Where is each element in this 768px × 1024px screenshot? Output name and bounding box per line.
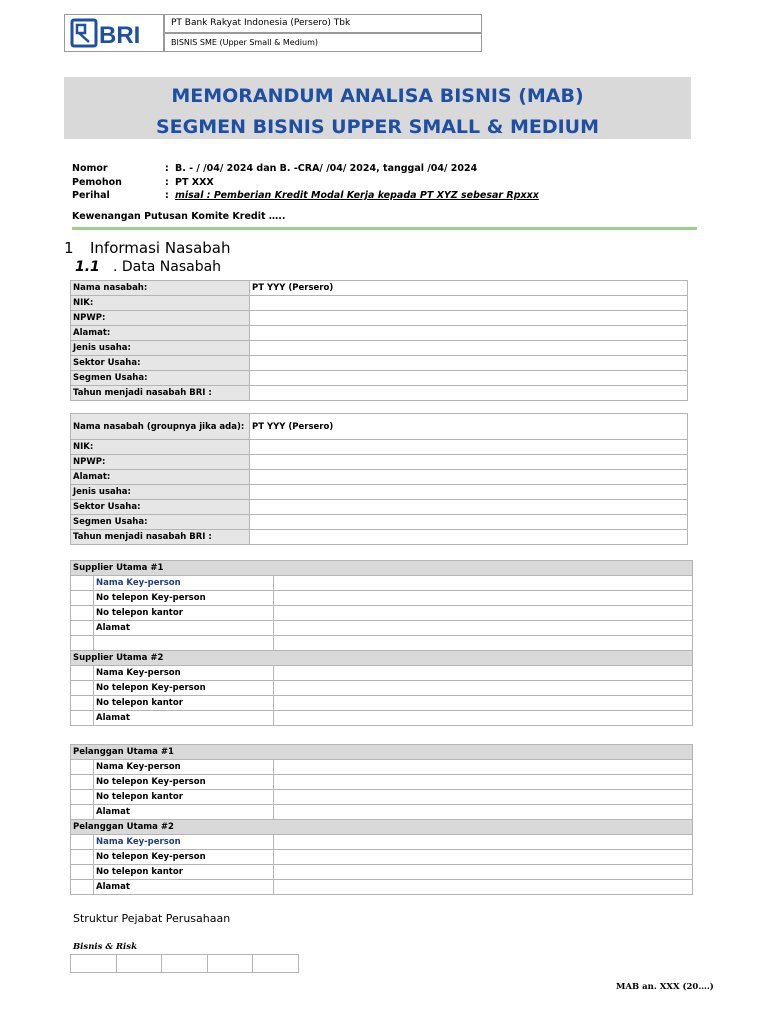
row-label: Alamat (94, 880, 274, 895)
row-label: Nama Key-person (94, 835, 274, 850)
data-nasabah-table (70, 280, 688, 401)
data-group-table (70, 413, 688, 545)
table-row (71, 591, 693, 606)
table-row (71, 880, 693, 895)
field-value[interactable] (274, 696, 693, 711)
table-row (71, 760, 693, 775)
row-label: Alamat (94, 621, 274, 636)
table-row (71, 485, 688, 500)
field-label: Sektor Usaha: (71, 500, 250, 515)
org-cell[interactable] (162, 955, 208, 973)
field-label: Nama nasabah (groupnya jika ada): (71, 414, 250, 440)
section-title: Supplier Utama #2 (71, 651, 693, 666)
field-value[interactable] (250, 485, 688, 500)
field-value[interactable] (250, 470, 688, 485)
section-title: Informasi Nasabah (90, 239, 231, 257)
pemohon-label: Pemohon (72, 177, 122, 188)
supplier-2-header (71, 651, 693, 666)
field-label: NPWP: (71, 455, 250, 470)
field-value[interactable] (274, 636, 693, 651)
field-value[interactable] (274, 880, 693, 895)
table-row (71, 621, 693, 636)
org-structure-table (70, 954, 299, 973)
colon: : (165, 177, 169, 188)
field-label: Nama nasabah: (71, 281, 250, 296)
table-row (71, 696, 693, 711)
supplier-1-header (71, 561, 693, 576)
org-cell[interactable] (71, 955, 117, 973)
field-label: Sektor Usaha: (71, 356, 250, 371)
org-cell[interactable] (253, 955, 299, 973)
table-row (71, 790, 693, 805)
table-row (71, 356, 688, 371)
field-value[interactable] (274, 805, 693, 820)
field-value[interactable] (274, 865, 693, 880)
table-row (71, 835, 693, 850)
field-value[interactable] (250, 515, 688, 530)
row-label: Nama Key-person (94, 666, 274, 681)
field-value[interactable] (250, 455, 688, 470)
field-label: Alamat: (71, 326, 250, 341)
table-row (71, 955, 299, 973)
colon: : (165, 190, 169, 201)
division-name: BISNIS SME (Upper Small & Medium) (164, 33, 482, 52)
org-cell[interactable] (207, 955, 253, 973)
field-value[interactable] (274, 760, 693, 775)
nomor-label: Nomor (72, 163, 108, 174)
field-value[interactable]: PT YYY (Persero) (250, 414, 688, 440)
pelanggan-2-header (71, 820, 693, 835)
table-row (71, 711, 693, 726)
bisnis-risk-label: Bisnis & Risk (73, 942, 137, 952)
table-row (71, 515, 688, 530)
row-label: No telepon kantor (94, 696, 274, 711)
table-row (71, 805, 693, 820)
field-label: Tahun menjadi nasabah BRI : (71, 530, 250, 545)
row-label (94, 636, 274, 651)
subsection-title: . Data Nasabah (113, 259, 222, 275)
field-value[interactable] (250, 371, 688, 386)
table-row (71, 666, 693, 681)
divider-rule (72, 227, 697, 230)
field-value[interactable] (274, 850, 693, 865)
table-row (71, 440, 688, 455)
field-value[interactable] (250, 311, 688, 326)
field-value[interactable] (274, 576, 693, 591)
table-row (71, 341, 688, 356)
title-line-1: MEMORANDUM ANALISA BISNIS (MAB) (171, 85, 584, 107)
field-label: Segmen Usaha: (71, 371, 250, 386)
company-name: PT Bank Rakyat Indonesia (Persero) Tbk (164, 14, 482, 33)
field-label: Segmen Usaha: (71, 515, 250, 530)
row-label: No telepon Key-person (94, 681, 274, 696)
field-value[interactable] (250, 341, 688, 356)
perihal-value: misal : Pemberian Kredit Modal Kerja kepada PT XYZ sebesar Rpxxx (175, 190, 539, 201)
row-label: No telepon kantor (94, 606, 274, 621)
supplier-table (70, 560, 693, 726)
field-value[interactable] (274, 775, 693, 790)
nomor-value: B. - / /04/ 2024 dan B. -CRA/ /04/ 2024, tanggal /04/ 2024 (175, 163, 478, 174)
section-title: Pelanggan Utama #1 (71, 745, 693, 760)
row-label: Alamat (94, 805, 274, 820)
row-label: No telepon kantor (94, 790, 274, 805)
page-footer: MAB an. XXX (20….) (616, 982, 714, 992)
struktur-heading: Struktur Pejabat Perusahaan (73, 912, 231, 925)
field-value[interactable] (250, 440, 688, 455)
table-row (71, 850, 693, 865)
row-label: Nama Key-person (94, 576, 274, 591)
field-value[interactable] (274, 681, 693, 696)
title-line-2: SEGMEN BISNIS UPPER SMALL & MEDIUM (155, 116, 600, 138)
table-row (71, 311, 688, 326)
field-value[interactable] (250, 386, 688, 401)
row-label: No telepon Key-person (94, 775, 274, 790)
subsection-number: 1.1 (75, 259, 100, 275)
field-label: Tahun menjadi nasabah BRI : (71, 386, 250, 401)
section-heading (64, 239, 231, 257)
table-row (71, 775, 693, 790)
row-label: Nama Key-person (94, 760, 274, 775)
subsection-heading (75, 259, 221, 275)
section-number: 1 (64, 239, 74, 257)
pemohon-value: PT XXX (175, 177, 214, 188)
table-row (71, 606, 693, 621)
field-value[interactable] (274, 666, 693, 681)
table-row (71, 371, 688, 386)
field-value[interactable]: PT YYY (Persero) (250, 281, 688, 296)
row-label: No telepon kantor (94, 865, 274, 880)
table-row (71, 470, 688, 485)
table-row (71, 500, 688, 515)
pelanggan-1-header (71, 745, 693, 760)
table-row (71, 386, 688, 401)
row-label: No telepon Key-person (94, 850, 274, 865)
logo-text: BRI (99, 22, 141, 49)
field-label: Jenis usaha: (71, 341, 250, 356)
table-row (71, 326, 688, 341)
row-label: Alamat (94, 711, 274, 726)
org-cell[interactable] (116, 955, 162, 973)
field-value[interactable] (250, 356, 688, 371)
field-label: Alamat: (71, 470, 250, 485)
field-label: NIK: (71, 296, 250, 311)
field-value[interactable] (274, 790, 693, 805)
field-value[interactable] (250, 296, 688, 311)
table-row (71, 636, 693, 651)
kewenangan-text: Kewenangan Putusan Komite Kredit ….. (72, 211, 286, 222)
section-title: Supplier Utama #1 (71, 561, 693, 576)
pelanggan-table (70, 744, 693, 895)
bri-logo (64, 14, 164, 52)
field-value[interactable] (250, 500, 688, 515)
colon: : (165, 163, 169, 174)
table-row (71, 530, 688, 545)
section-title: Pelanggan Utama #2 (71, 820, 693, 835)
field-value[interactable] (250, 326, 688, 341)
table-row (71, 414, 688, 440)
row-label: No telepon Key-person (94, 591, 274, 606)
field-value[interactable] (250, 530, 688, 545)
table-row (71, 681, 693, 696)
table-row (71, 576, 693, 591)
table-row (71, 296, 688, 311)
field-value[interactable] (274, 835, 693, 850)
field-label: Jenis usaha: (71, 485, 250, 500)
perihal-label: Perihal (72, 190, 110, 201)
field-label: NPWP: (71, 311, 250, 326)
field-value[interactable] (274, 591, 693, 606)
table-row (71, 455, 688, 470)
field-value[interactable] (274, 621, 693, 636)
table-row (71, 281, 688, 296)
field-label: NIK: (71, 440, 250, 455)
field-value[interactable] (274, 711, 693, 726)
table-row (71, 865, 693, 880)
field-value[interactable] (274, 606, 693, 621)
